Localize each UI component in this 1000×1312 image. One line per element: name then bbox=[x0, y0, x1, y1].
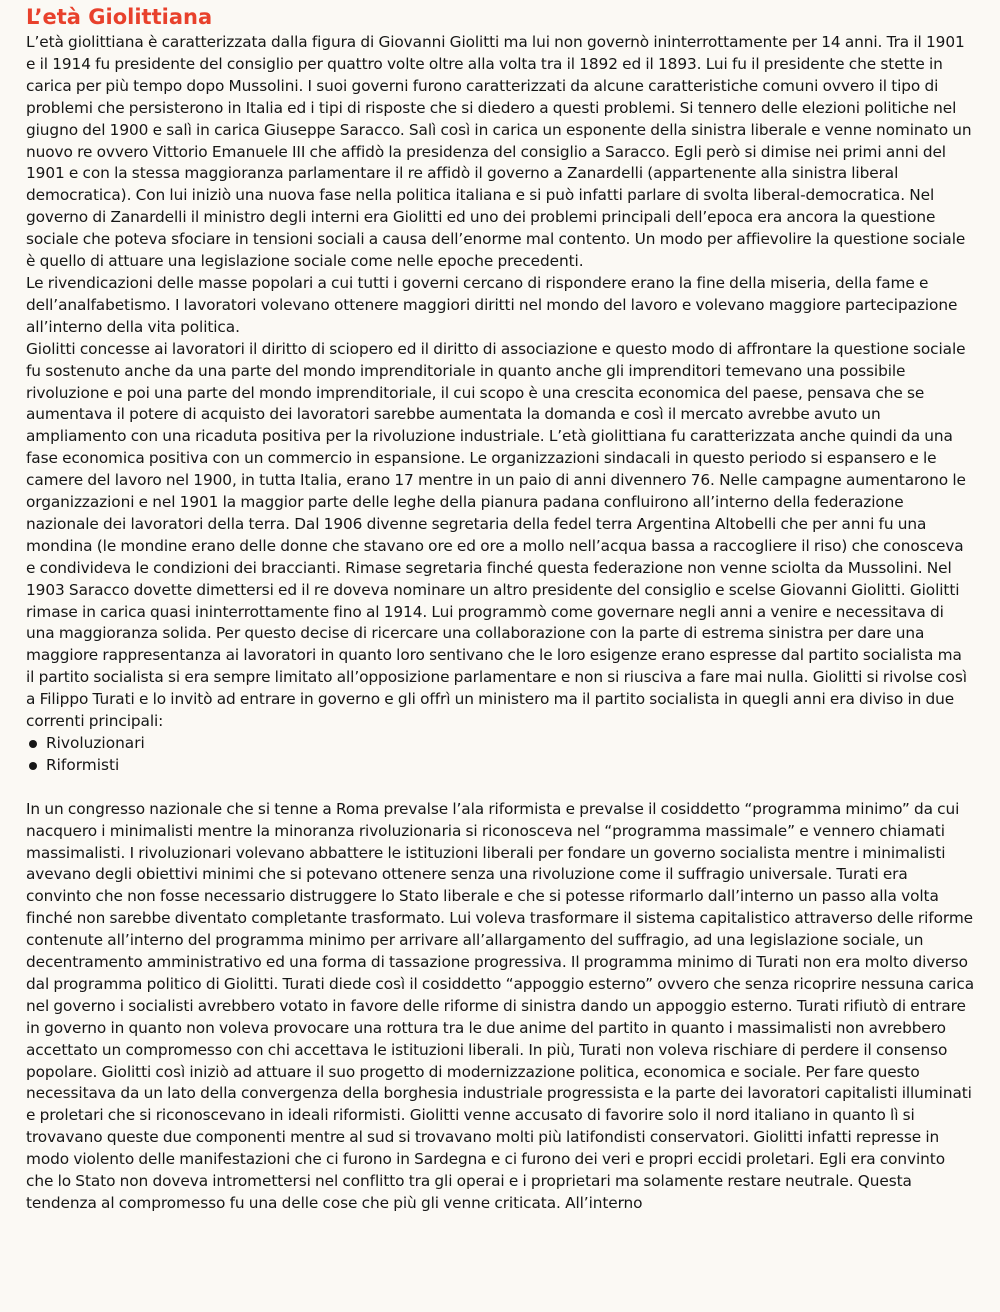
correnti-list bbox=[26, 733, 974, 777]
paragraph-giolitti-concessioni: Giolitti concesse ai lavoratori il diritto di sciopero ed il diritto di associazione e questo modo di affrontare la questione sociale fu sostenuto anche da una parte del mondo imprenditoriale in quanto anche gli imprenditori temevano una possibile rivoluzione e poi una parte del mondo imprenditoriale, il cui scopo è una crescita economica del paese, pensava che se aumentava il potere di acquisto dei lavoratori sarebbe aumentata la domanda e così il mercato avrebbe avuto un ampliamento con una ricaduta positiva per la rivoluzione industriale. L’età giolittiana fu caratterizzata anche quindi da una fase economica positiva con un commercio in espansione. Le organizzazioni sindacali in questo periodo si espansero e le camere del lavoro nel 1900, in tutta Italia, erano 17 mentre in un paio di anni divennero 76. Nelle campagne aumentarono le organizzazioni e nel 1901 la maggior parte delle leghe della pianura padana confluirono all’interno della federazione nazionale dei lavoratori della terra. Dal 1906 divenne segretaria della fedel terra Argentina Altobelli che per anni fu una mondina (le mondine erano delle donne che stavano ore ed ore a mollo nell’acqua bassa a raccogliere il riso) che conosceva e condivideva le condizioni dei braccianti. Rimase segretaria finché questa federazione non venne sciolta da Mussolini. Nel 1903 Saracco dovette dimettersi ed il re doveva nominare un altro presidente del consiglio e scelse Giovanni Giolitti. Giolitti rimase in carica quasi ininterrottamente fino al 1914. Lui programmò come governare negli anni a venire e necessitava di una maggioranza solida. Per questo decise di ricercare una collaborazione con la parte di estrema sinistra per dare una maggiore rappresentanza ai lavoratori in quanto loro sentivano che le loro esigenze erano espresse dal partito socialista ma il partito socialista si era sempre limitato all’opposizione parlamentare e non si riusciva a fare mai nulla. Giolitti si rivolse così a Filippo Turati e lo invitò ad entrare in governo e gli offrì un ministero ma il partito socialista in quegli anni era diviso in due correnti principali: bbox=[26, 339, 967, 731]
blank-line bbox=[26, 777, 974, 799]
document-title: L’età Giolittiana bbox=[26, 5, 213, 29]
paragraph-rivendicazioni: Le rivendicazioni delle masse popolari a cui tutti i governi cercano di rispondere erano la fine della miseria, della fame e dell’analfabetismo. I lavoratori volevano ottenere maggiori diritti nel mondo del lavoro e volevano maggiore partecipazione all’interno della vita politica. bbox=[26, 273, 958, 336]
list-item-rivoluzionari: Rivoluzionari bbox=[26, 733, 974, 755]
paragraph-congresso: In un congresso nazionale che si tenne a Roma prevalse l’ala riformista e prevalse il cosiddetto “programma minimo” da cui nacquero i minimalisti mentre la minoranza rivoluzionaria si riconosceva nel “programma massimale” e vennero chiamati massimalisti. I rivoluzionari volevano abbattere le istituzioni liberali per fondare un governo socialista mentre i minimalisti avevano degli obiettivi minimi che si potevano ottenere senza una rivoluzione come il suffragio universale. Turati era convinto che non fosse necessario distruggere lo Stato liberale e che si potesse riformarlo dall’interno un passo alla volta finché non sarebbe diventato completante trasformato. Lui voleva trasformare il sistema capitalistico attraverso delle riforme contenute all’interno del programma minimo per arrivare all’allargamento del suffragio, ad una legislazione sociale, un decentramento amministrativo ed una forma di tassazione progressiva. Il programma minimo di Turati non era molto diverso dal programma politico di Giolitti. Turati diede così il cosiddetto “appoggio esterno” ovvero che senza ricoprire nessuna carica nel governo i socialisti avrebbero votato in favore delle riforme di sinistra dando un appoggio esterno. Turati rifiutò di entrare in governo in quanto non voleva provocare una rottura tra le due anime del partito in quanto i massimalisti non avrebbero accettato un compromesso con chi accettava le istituzioni liberali. In più, Turati non voleva rischiare di perdere il consenso popolare. Giolitti così iniziò ad attuare il suo progetto di modernizzazione politica, economica e sociale. Per fare questo necessitava da un lato della convergenza della borghesia industriale progressista e la parte dei lavoratori capitalisti illuminati e proletari che si riconoscevano in ideali riformisti. Giolitti venne accusato di favorire solo il nord italiano in quanto lì si trovavano queste due componenti mentre al sud si trovavano molti più latifondisti conservatori. Giolitti infatti represse in modo violento delle manifestazioni che ci furono in Sardegna e ci furono dei veri e propri eccidi proletari. Egli era convinto che lo Stato non doveva intromettersi nel conflitto tra gli operai e i proprietari ma solamente restare neutrale. Questa tendenza al compromesso fu una delle cose che più gli venne criticata. All’interno bbox=[26, 799, 974, 1213]
paragraph-intro: L’età giolittiana è caratterizzata dalla figura di Giovanni Giolitti ma lui non governò ininterrottamente per 14 anni. Tra il 1901 e il 1914 fu presidente del consiglio per quattro volte oltre alla volta tra il 1892 ed il 1893. Lui fu il presidente che stette in carica per più tempo dopo Mussolini. I suoi governi furono caratterizzati da alcune caratteristiche comuni ovvero il tipo di problemi che persisterono in Italia ed i tipi di risposte che si diedero a questi problemi. Si tennero delle elezioni politiche nel giugno del 1900 e salì in carica Giuseppe Saracco. Salì così in carica un esponente della sinistra liberale e venne nominato un nuovo re ovvero Vittorio Emanuele III che affidò la presidenza del consiglio a Saracco. Egli però si dimise nei primi anni del 1901 e con la stessa maggioranza parlamentare il re affidò il governo a Zanardelli (appartenente alla sinistra liberal democratica). Con lui iniziò una nuova fase nella politica italiana e si può infatti parlare di svolta liberal-democratica. Nel governo di Zanardelli il ministro degli interni era Giolitti ed uno dei problemi principali dell’epoca era ancora la questione sociale che poteva sfociare in tensioni sociali a causa dell’enorme mal contento. Un modo per affievolire la questione sociale è quello di attuare una legislazione sociale come nelle epoche precedenti. bbox=[26, 33, 972, 271]
list-item-riformisti: Riformisti bbox=[26, 755, 974, 777]
